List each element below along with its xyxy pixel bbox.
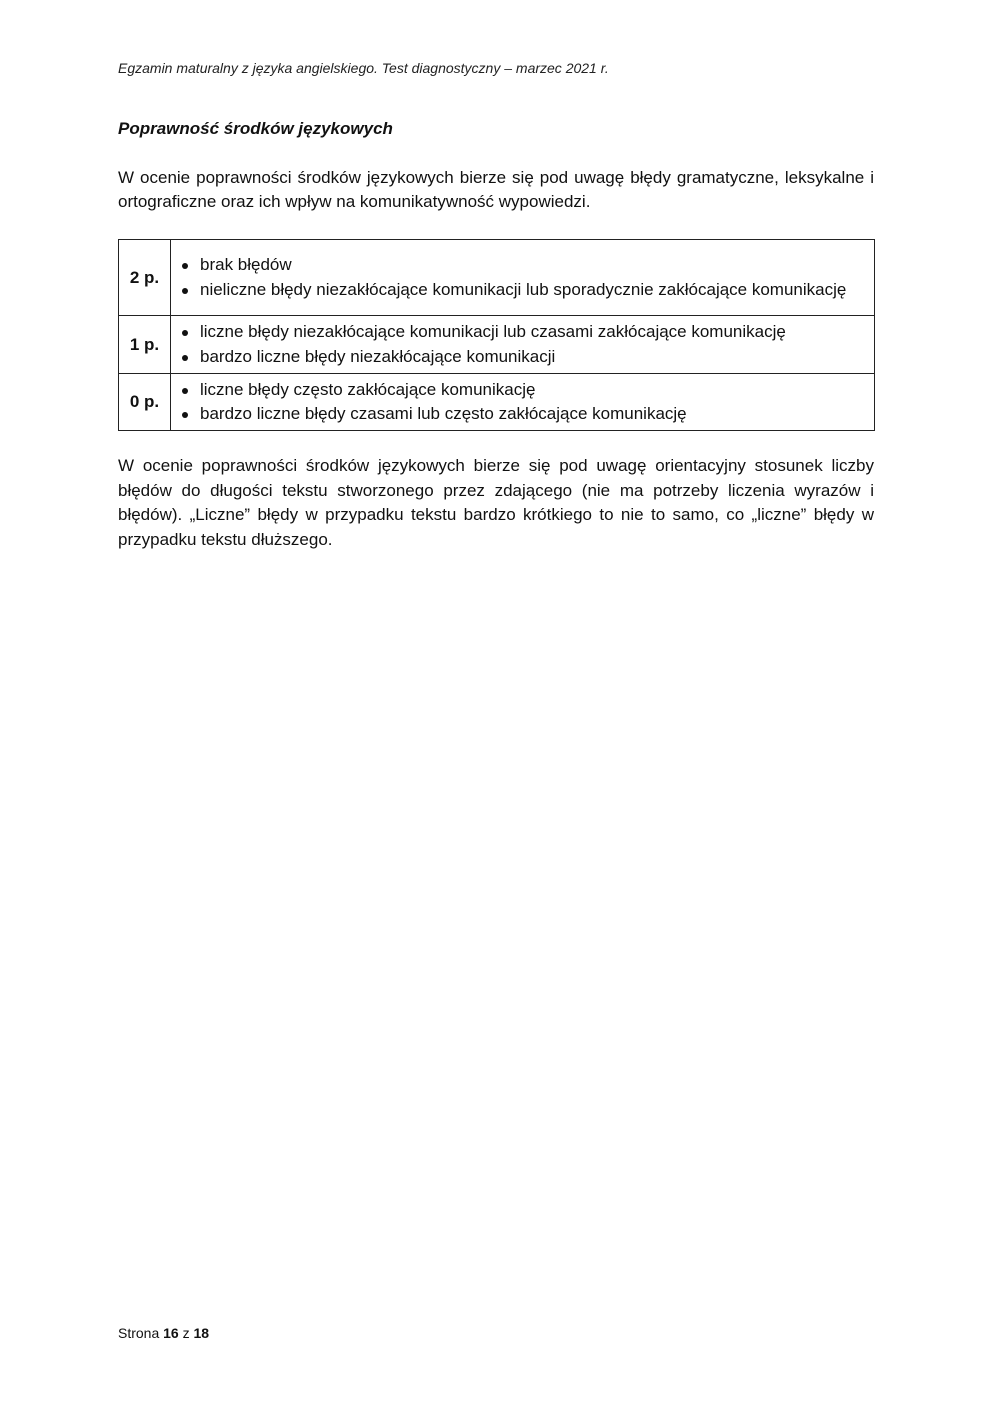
page-footer bbox=[118, 1325, 209, 1341]
score-cell: 2 p. bbox=[119, 240, 171, 316]
footer-label: Strona bbox=[118, 1325, 160, 1341]
criteria-bullet-item: liczne błędy często zakłócające komunikację bbox=[179, 378, 866, 403]
footer-current-page: 16 bbox=[163, 1325, 179, 1341]
score-cell: 1 p. bbox=[119, 316, 171, 374]
criteria-row bbox=[119, 240, 875, 316]
criteria-bullet-item: nieliczne błędy niezakłócające komunikacji lub sporadycznie zakłócające komunikację bbox=[179, 278, 866, 303]
criteria-bullet-item: brak błędów bbox=[179, 253, 866, 278]
criteria-table bbox=[118, 239, 875, 431]
closing-paragraph: W ocenie poprawności środków językowych bierze się pod uwagę orientacyjny stosunek liczby błędów do długości tekstu stworzonego przez zdającego (nie ma potrzeby liczenia wyrazów i błędów). „Liczne” błędy w przypadku tekstu bardzo krótkiego to nie to samo, co „liczne” błędy w przypadku tekstu dłuższego. bbox=[118, 456, 874, 549]
criteria-bullet-list bbox=[179, 253, 866, 302]
running-header: Egzamin maturalny z języka angielskiego. Test diagnostyczny – marzec 2021 r. bbox=[118, 60, 609, 76]
criteria-bullet-item: bardzo liczne błędy niezakłócające komunikacji bbox=[179, 345, 866, 370]
criteria-bullet-list bbox=[179, 320, 866, 369]
section-title: Poprawność środków językowych bbox=[118, 119, 393, 138]
criteria-row bbox=[119, 374, 875, 431]
criteria-bullet-item: liczne błędy niezakłócające komunikacji lub czasami zakłócające komunikację bbox=[179, 320, 866, 345]
criteria-bullet-item: bardzo liczne błędy czasami lub często zakłócające komunikację bbox=[179, 402, 866, 427]
score-cell: 0 p. bbox=[119, 374, 171, 431]
intro-paragraph: W ocenie poprawności środków językowych bierze się pod uwagę błędy gramatyczne, leksykalne i ortograficzne oraz ich wpływ na komunikatywność wypowiedzi. bbox=[118, 168, 874, 211]
footer-separator: z bbox=[182, 1325, 190, 1341]
footer-total-pages: 18 bbox=[193, 1325, 210, 1341]
criteria-description-cell bbox=[171, 374, 875, 431]
criteria-row bbox=[119, 316, 875, 374]
criteria-table-body bbox=[119, 240, 875, 431]
criteria-description-cell bbox=[171, 240, 875, 316]
criteria-bullet-list bbox=[179, 378, 866, 427]
criteria-description-cell bbox=[171, 316, 875, 374]
